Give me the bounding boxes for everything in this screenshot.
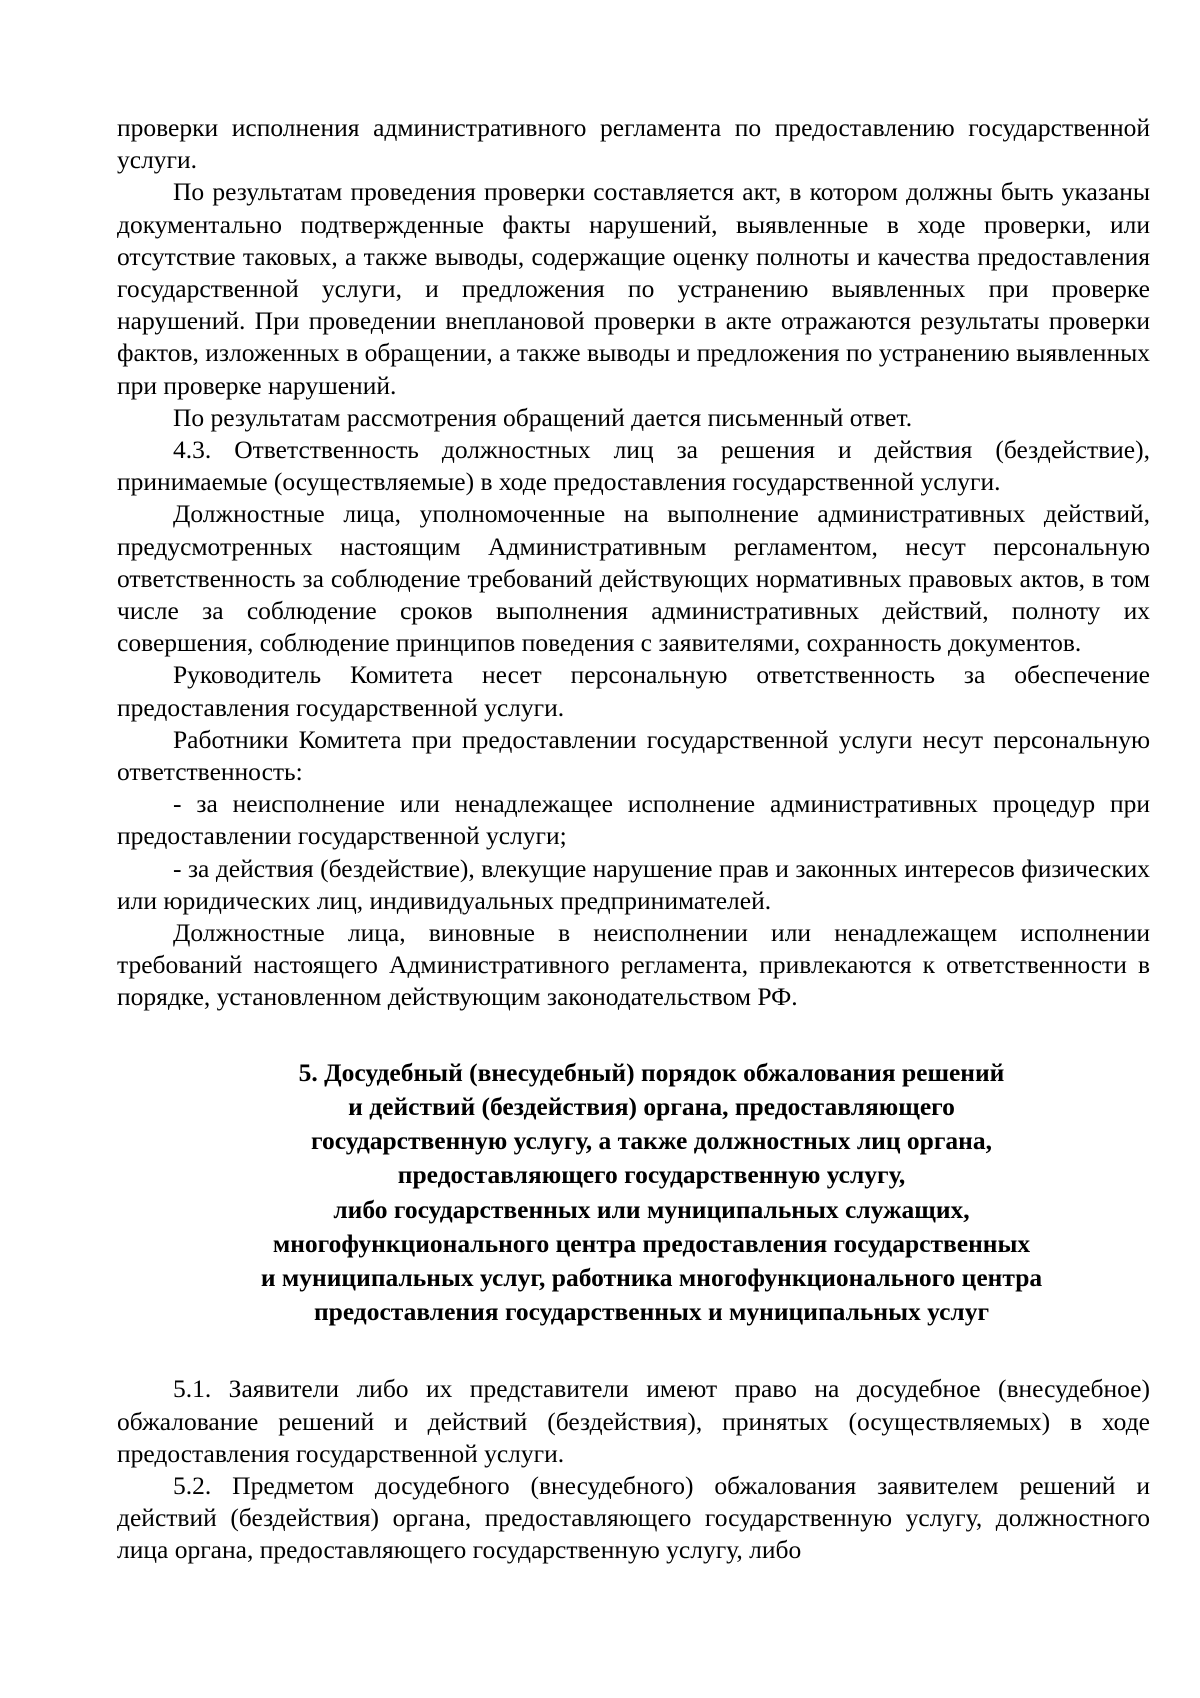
paragraph: 5.2. Предметом досудебного (внесудебного) обжалования заявителем решений и действий (бездействия) органа, предоставляющего государственную услугу, должностного лица органа, предоставляющего государственную услугу, либо xyxy=(117,1470,1150,1565)
paragraph: - за неисполнение или ненадлежащее исполнение административных процедур при предоставлении государственной услуги; xyxy=(117,789,1150,851)
paragraph: Руководитель Комитета несет персональную ответственность за обеспечение предоставления государственной услуги. xyxy=(117,660,1150,722)
paragraph: проверки исполнения административного регламента по предоставлению государственной услуги. xyxy=(117,113,1150,175)
paragraph: - за действия (бездействие), влекущие нарушение прав и законных интересов физических или юридических лиц, индивидуальных предпринимателей. xyxy=(117,853,1150,915)
section-heading-line: государственную услугу, а также должностных лиц органа, xyxy=(311,1126,992,1156)
paragraph: По результатам проведения проверки составляется акт, в котором должны быть указаны документально подтвержденные факты нарушений, выявленные в ходе проверки, или отсутствие таковых, а также выводы, содержащие оценку полноты и качества предоставления государственной услуги, и предложения по устранению выявленных при проверке нарушений. При проведении внеплановой проверки в акте отражаются результаты проверки фактов, изложенных в обращении, а также выводы и предложения по устранению выявленных при проверке нарушений. xyxy=(117,177,1150,400)
section-heading-line: предоставляющего государственную услугу, xyxy=(397,1160,906,1190)
paragraph: 4.3. Ответственность должностных лиц за решения и действия (бездействие), принимаемые (осуществляемые) в ходе предоставления государственной услуги. xyxy=(117,435,1150,497)
paragraph: Должностные лица, виновные в неисполнении или ненадлежащем исполнении требований настоящего Административного регламента, привлекаются к ответственности в порядке, установленном действующим законодательством РФ. xyxy=(117,918,1150,1012)
section-heading xyxy=(117,1056,1150,1330)
paragraph: Должностные лица, уполномоченные на выполнение административных действий, предусмотренных настоящим Административным регламентом, несут персональную ответственность за соблюдение требований действующих нормативных правовых актов, в том числе за соблюдение сроков выполнения административных действий, полноту их совершения, соблюдение принципов поведения с заявителями, сохранность документов. xyxy=(117,499,1150,658)
document-page xyxy=(117,112,1150,1567)
paragraph: Работники Комитета при предоставлении государственной услуги несут персональную ответственность: xyxy=(117,724,1150,787)
section-heading-line: и действий (бездействия) органа, предоставляющего xyxy=(348,1091,955,1121)
section-heading-line: многофункционального центра предоставления государственных xyxy=(272,1228,1031,1258)
section-heading-line: 5. Досудебный (внесудебный) порядок обжалования решений xyxy=(298,1057,1005,1087)
paragraph: 5.1. Заявители либо их представители имеют право на досудебное (внесудебное) обжалование решений и действий (бездействия), принятых (осуществляемых) в ходе предоставления государственной услуги. xyxy=(117,1374,1150,1468)
section-heading-line: предоставления государственных и муниципальных услуг xyxy=(313,1297,990,1327)
section-heading-line: и муниципальных услуг, работника многофункционального центра xyxy=(260,1262,1043,1292)
paragraph: По результатам рассмотрения обращений дается письменный ответ. xyxy=(173,402,913,432)
section-heading-line: либо государственных или муниципальных служащих, xyxy=(333,1194,970,1224)
